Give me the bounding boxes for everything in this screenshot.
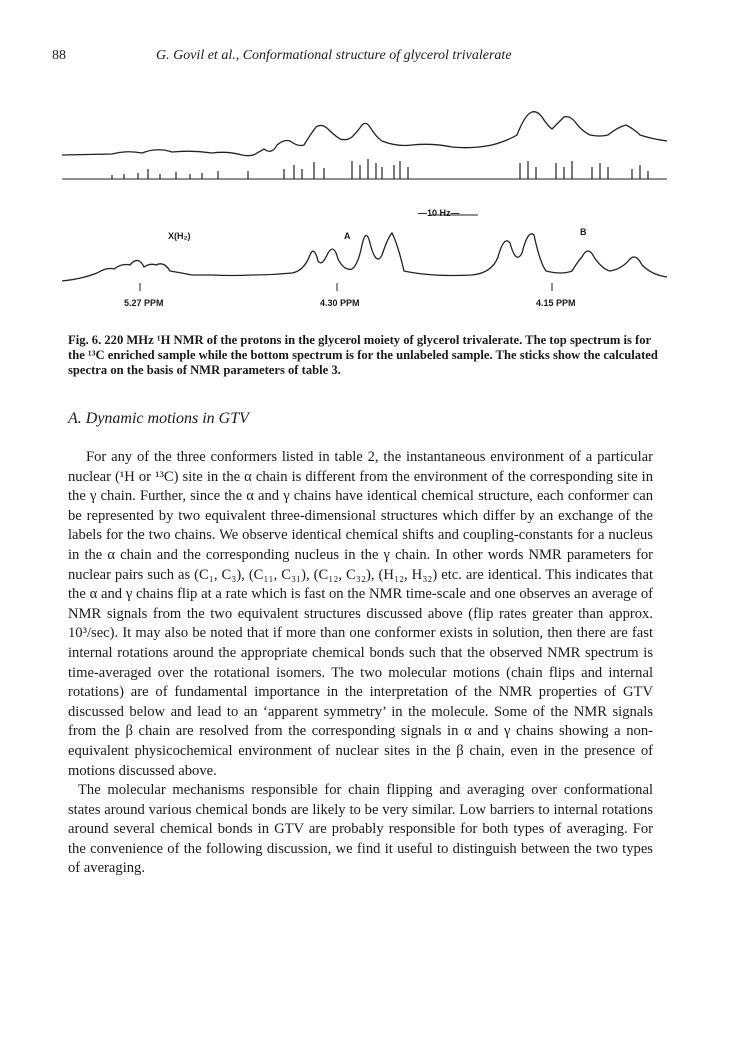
body-text — [68, 448, 653, 879]
scale-bar-label: —10 Hz— — [418, 208, 460, 218]
axis-label-4-30: 4.30 PPM — [320, 298, 360, 308]
top-calculated-sticks — [112, 159, 648, 179]
paragraph: The molecular mechanisms responsible for chain flipping and averaging over conformational states around various chemical bonds are likely to be very similar. Low barriers to internal rotations around several chemical bonds in GTV are probably responsible for both types of averaging. For the convenience of the following discussion, we find it useful to distinguish between the two types of averaging. — [68, 782, 653, 877]
axis-label-4-15: 4.15 PPM — [536, 298, 576, 308]
nmr-spectra-figure — [52, 95, 682, 315]
page-number: 88 — [52, 48, 66, 63]
peak-label-b: B — [580, 227, 587, 237]
section-title: A. Dynamic motions in GTV — [68, 410, 249, 427]
axis-ticks — [140, 283, 552, 291]
page-header — [52, 48, 692, 68]
spectra-plot — [52, 95, 682, 315]
bottom-spectrum-trace — [62, 233, 667, 281]
figure-caption: Fig. 6. 220 MHz ¹H NMR of the protons in the glycerol moiety of glycerol trivalerate. The top spectrum is for the ¹³C enriched sample while the bottom spectrum is for the unlabeled sample. The sticks show the calculated spectra on the basis of NMR parameters of table 3. — [68, 333, 658, 377]
peak-label-x: X(H₂) — [168, 231, 191, 241]
axis-label-5-27: 5.27 PPM — [124, 298, 164, 308]
paragraph: For any of the three conformers listed in table 2, the instantaneous environment of a particular nuclear (¹H or ¹³C) site in the α chain is different from the environment of the corresponding site in the γ chain. Further, since the α and γ chains have identical chemical structure, each conformer can be represented by two equivalent three-dimensional structures which differ by an exchange of the labels for the two chains. We observe identical chemical shifts and coupling-constants for a nucleus in the α chain and the corresponding nucleus in the γ chain. In other words NMR parameters for nuclear pairs such as (C₁, C₃), (C₁₁, C₃₁), (C₁₂, C₃₂), (H₁₂, H₃₂) etc. are identical. This indicates that the α and γ chains flip at a rate which is fast on the NMR time-scale and one observes an average of NMR signals from the two equivalent structures discussed above (flip rates greater than approx. 10³/sec). It may also be noted that if more than one conformer exists in solution, then there are fast internal rotations around the appropriate chemical bonds such that the observed NMR spectrum is time-averaged over the rotational isomers. The two molecular motions (chain flips and internal rotations) are of fundamental importance in the interpretation of the NMR properties of GTV discussed below and lead to an ‘apparent symmetry’ in the molecule. Some of the NMR signals from the β chain are resolved from the corresponding signals in α and γ chains showing a non-equivalent physicochemical environment of nuclear sites in the β chain, even in the presence of motions discussed above. — [68, 449, 653, 779]
peak-label-a: A — [344, 231, 351, 241]
top-spectrum-trace — [62, 112, 667, 156]
running-head: G. Govil et al., Conformational structure of glycerol trivalerate — [156, 48, 512, 63]
